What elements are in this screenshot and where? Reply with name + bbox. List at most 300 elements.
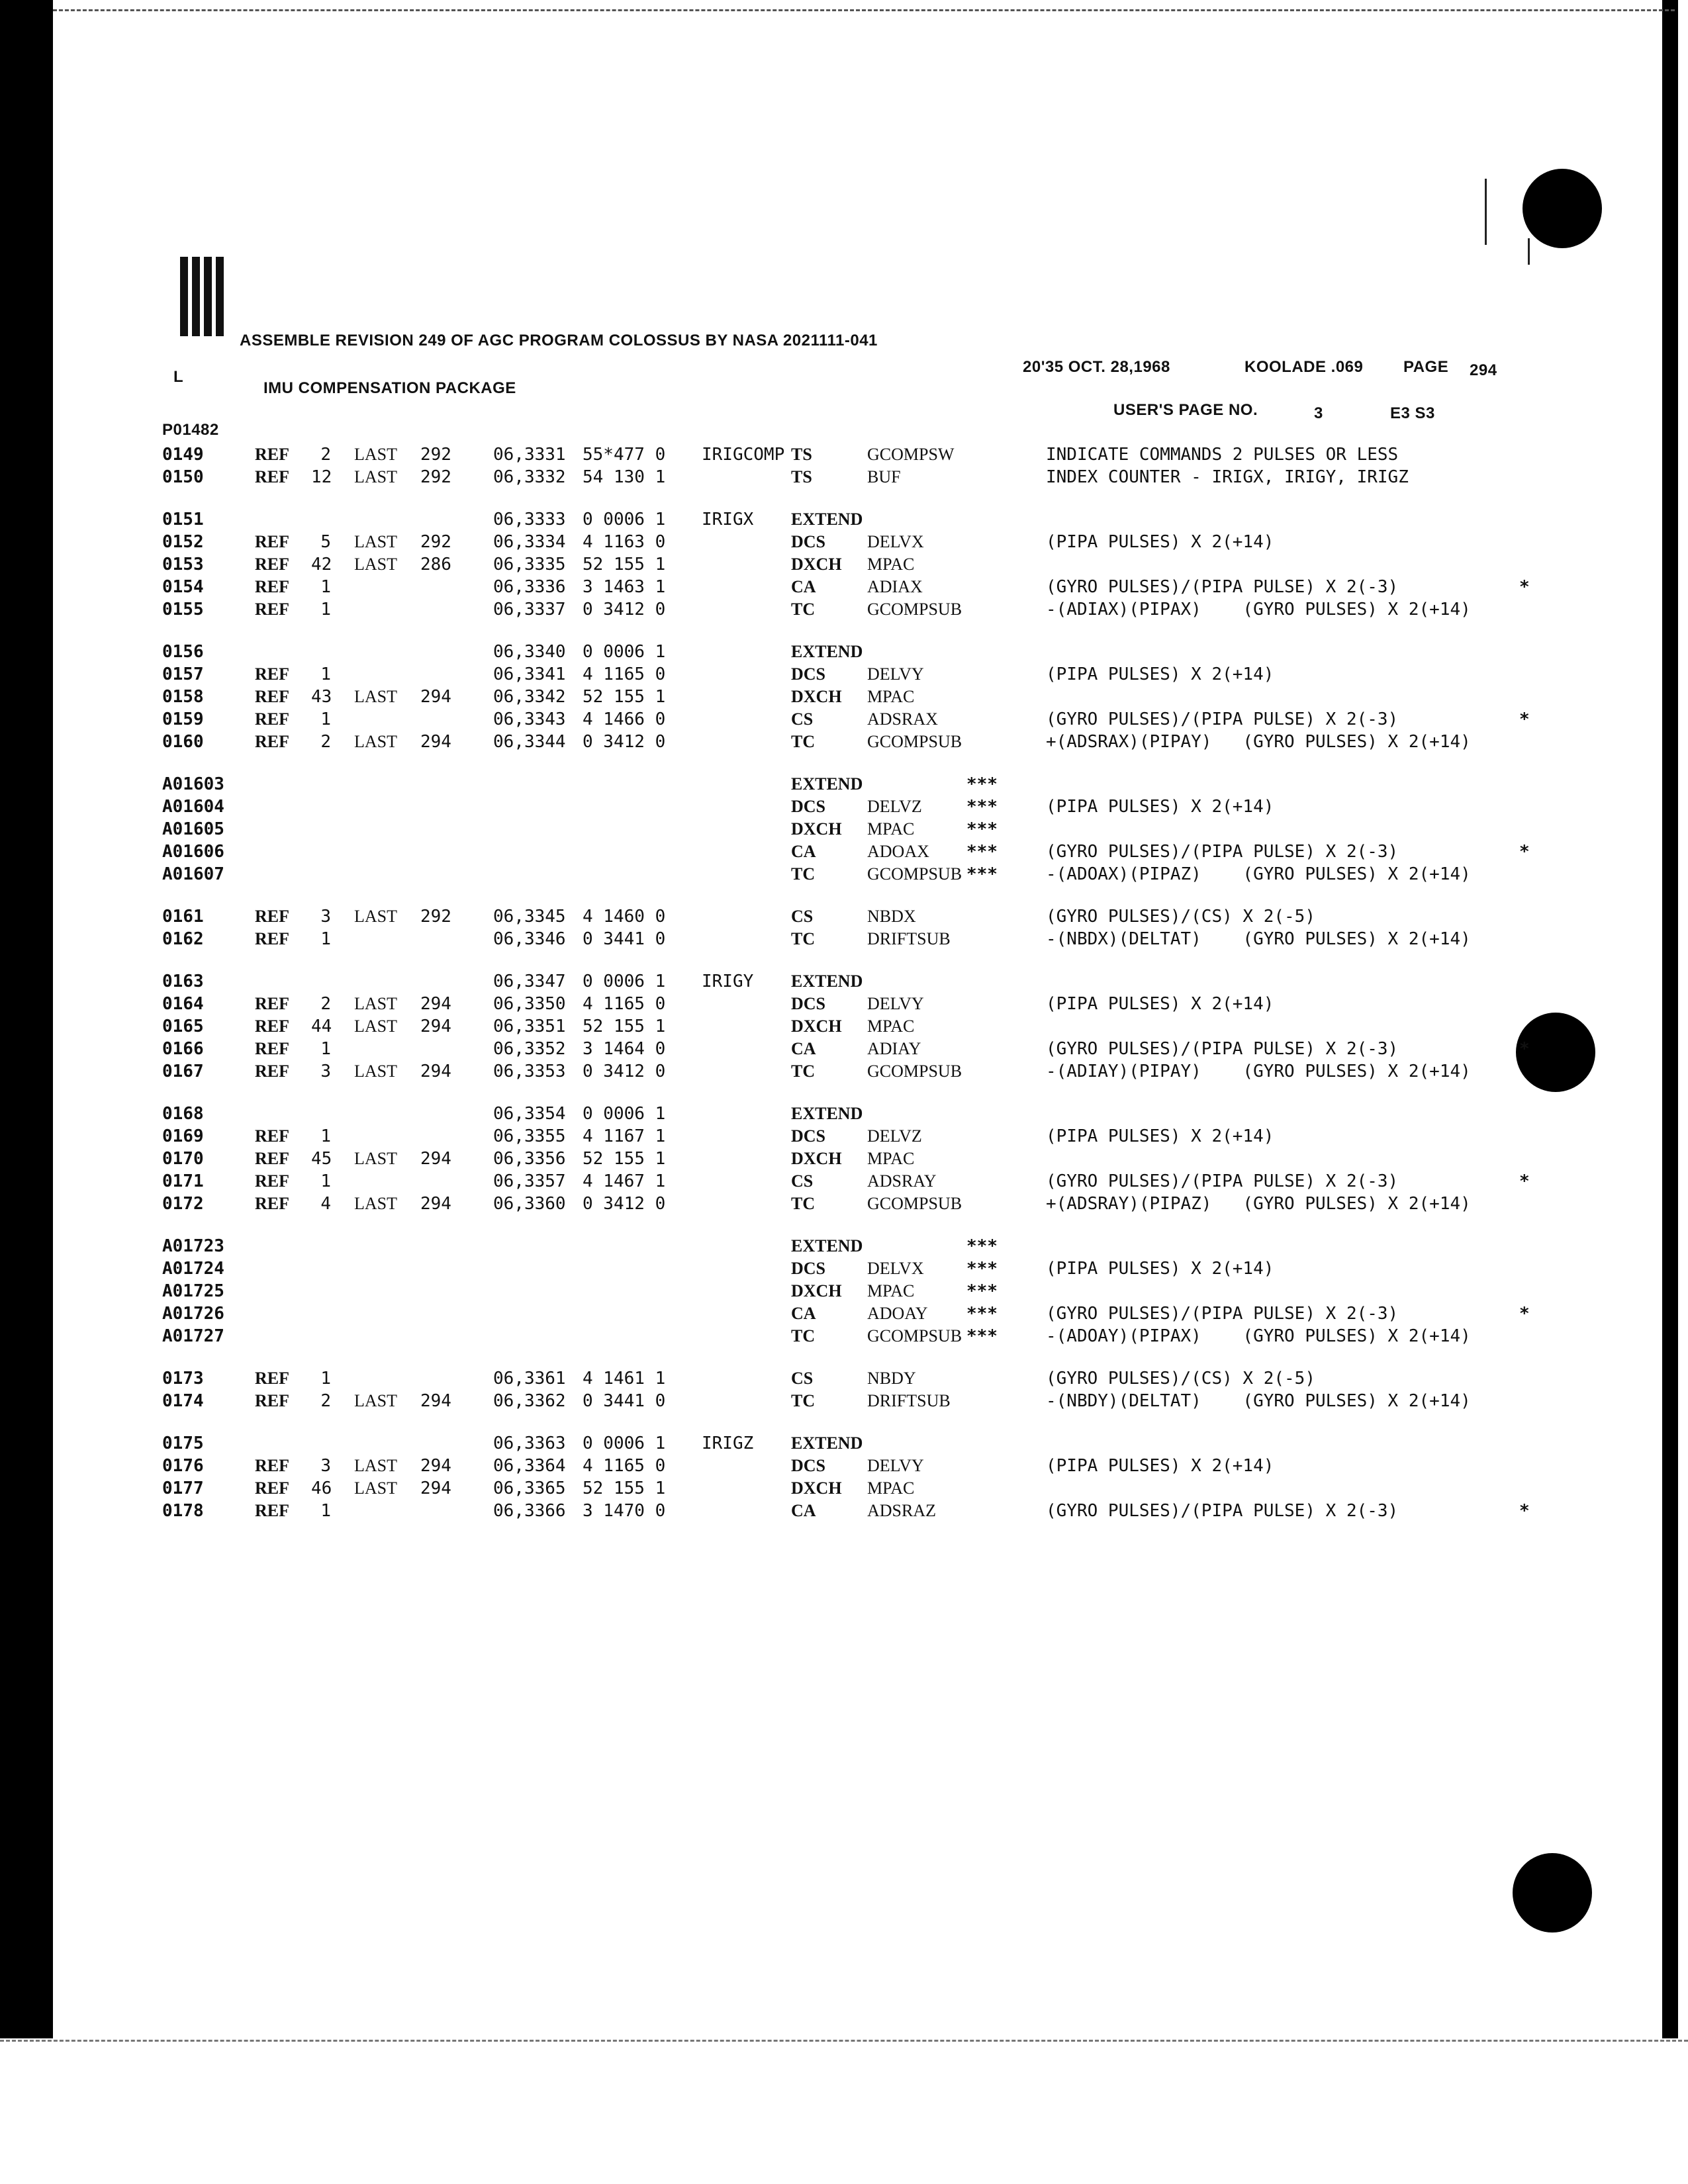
change-marker: *** [966,797,998,817]
line-number: 0156 [162,642,204,662]
ref-count: 12 [311,467,332,487]
octal-code: 0 3412 0 [583,600,666,619]
line-number: 0177 [162,1479,204,1498]
comment: (GYRO PULSES)/(PIPA PULSE) X 2(-3) [1046,1501,1399,1521]
address: 06,3363 [493,1433,566,1453]
octal-code: 4 1167 1 [583,1126,666,1146]
line-number: 0170 [162,1149,204,1169]
last-page: 292 [420,907,451,927]
comment: (GYRO PULSES)/(CS) X 2(-5) [1046,907,1315,927]
octal-code: 52 155 1 [583,1149,666,1169]
address: 06,3351 [493,1017,566,1036]
ref-count: 2 [320,732,331,752]
timestamp: 20'35 OCT. 28,1968 [1023,358,1170,376]
operand: MPAC [867,1281,915,1300]
opcode: EXTEND [791,642,863,661]
opcode: CS [791,709,814,729]
bottom-perforation-rule [0,2040,1688,2042]
opcode: TC [791,600,816,619]
last-flag: LAST [354,1391,397,1410]
ref-flag: REF [255,1017,289,1036]
last-flag: LAST [354,1149,397,1168]
symbol-label: IRIGCOMP [702,445,785,465]
operand: DRIFTSUB [867,929,951,948]
opcode: TC [791,1391,816,1410]
ref-flag: REF [255,1479,289,1498]
octal-code: 0 0006 1 [583,510,666,529]
ref-flag: REF [255,577,289,596]
comment: (PIPA PULSES) X 2(+14) [1046,1456,1274,1476]
scan-left-border [0,0,53,2038]
line-number: 0165 [162,1017,204,1036]
koolade-version: KOOLADE .069 [1244,358,1364,376]
address: 06,3342 [493,687,566,707]
last-page: 294 [420,1194,451,1214]
operand: NBDX [867,907,916,926]
symbol-label: IRIGY [702,972,754,991]
last-flag: LAST [354,994,397,1013]
operand: DELVY [867,994,924,1013]
line-number: 0167 [162,1062,204,1081]
ref-count: 2 [320,445,331,465]
address: 06,3365 [493,1479,566,1498]
address: 06,3344 [493,732,566,752]
octal-code: 4 1163 0 [583,532,666,552]
comment: (PIPA PULSES) X 2(+14) [1046,797,1274,817]
line-number: A01605 [162,819,224,839]
address: 06,3350 [493,994,566,1014]
opcode: DXCH [791,687,842,706]
line-number: A01723 [162,1236,224,1256]
listing-page [53,0,1678,2038]
ref-flag: REF [255,1194,289,1213]
opcode: TS [791,445,812,464]
change-marker: *** [966,1281,998,1301]
line-number: A01607 [162,864,224,884]
line-number: A01603 [162,774,224,794]
ref-flag: REF [255,1062,289,1081]
last-page: 292 [420,467,451,487]
line-number: 0171 [162,1171,204,1191]
ref-flag: REF [255,1501,289,1520]
operand: DRIFTSUB [867,1391,951,1410]
ref-flag: REF [255,532,289,551]
symbol-label: IRIGX [702,510,754,529]
opcode: TC [791,1194,816,1213]
comment: (PIPA PULSES) X 2(+14) [1046,1259,1274,1279]
last-flag: LAST [354,467,397,486]
continuation-mark: * [1519,842,1530,862]
address: 06,3341 [493,664,566,684]
line-number: A01727 [162,1326,224,1346]
opcode: CS [791,1171,814,1191]
octal-code: 55*477 0 [583,445,666,465]
continuation-mark: * [1519,709,1530,729]
octal-code: 4 1460 0 [583,907,666,927]
opcode: EXTEND [791,774,863,794]
last-page: 292 [420,445,451,465]
ref-count: 3 [320,1062,331,1081]
opcode: DXCH [791,1017,842,1036]
ref-count: 5 [320,532,331,552]
change-marker: *** [966,1259,998,1279]
ref-flag: REF [255,994,289,1013]
address: 06,3355 [493,1126,566,1146]
page-label: PAGE [1403,358,1449,376]
ref-count: 2 [320,994,331,1014]
address: 06,3333 [493,510,566,529]
ref-flag: REF [255,467,289,486]
last-flag: LAST [354,445,397,464]
operand: DELVX [867,1259,924,1278]
continuation-mark: * [1519,1039,1530,1059]
ref-count: 4 [320,1194,331,1214]
address: 06,3340 [493,642,566,662]
address: 06,3357 [493,1171,566,1191]
comment: -(ADOAY)(PIPAX) (GYRO PULSES) X 2(+14) [1046,1326,1471,1346]
line-number: 0178 [162,1501,204,1521]
last-flag: LAST [354,907,397,926]
ref-count: 3 [320,907,331,927]
continuation-mark: * [1519,577,1530,597]
operand: GCOMPSUB [867,864,962,884]
octal-code: 0 0006 1 [583,1104,666,1124]
ref-flag: REF [255,555,289,574]
operand: GCOMPSUB [867,1062,962,1081]
opcode: DXCH [791,1149,842,1168]
address: 06,3364 [493,1456,566,1476]
change-marker: *** [966,842,998,862]
operand: DELVZ [867,1126,922,1146]
address: 06,3346 [493,929,566,949]
comment: (PIPA PULSES) X 2(+14) [1046,532,1274,552]
octal-code: 0 3412 0 [583,1062,666,1081]
comment: INDICATE COMMANDS 2 PULSES OR LESS [1046,445,1399,465]
octal-code: 4 1165 0 [583,664,666,684]
last-page: 294 [420,1149,451,1169]
ref-flag: REF [255,1039,289,1058]
last-flag: LAST [354,732,397,751]
line-number: A01725 [162,1281,224,1301]
line-number: 0159 [162,709,204,729]
address: 06,3360 [493,1194,566,1214]
ref-count: 43 [311,687,332,707]
address: 06,3361 [493,1369,566,1388]
opcode: DXCH [791,1479,842,1498]
comment: INDEX COUNTER - IRIGX, IRIGY, IRIGZ [1046,467,1409,487]
ref-flag: REF [255,1391,289,1410]
octal-code: 52 155 1 [583,1017,666,1036]
last-page: 292 [420,532,451,552]
operand: DELVX [867,532,924,551]
operand: ADIAX [867,577,923,596]
operand: MPAC [867,555,915,574]
ref-flag: REF [255,600,289,619]
operand: ADOAX [867,842,929,861]
opcode: CA [791,577,816,596]
operand: ADSRAZ [867,1501,937,1520]
address: 06,3356 [493,1149,566,1169]
change-marker: *** [966,864,998,884]
line-number: 0157 [162,664,204,684]
comment: +(ADSRAY)(PIPAZ) (GYRO PULSES) X 2(+14) [1046,1194,1471,1214]
comment: (GYRO PULSES)/(PIPA PULSE) X 2(-3) [1046,1304,1399,1324]
octal-code: 52 155 1 [583,687,666,707]
last-flag: LAST [354,1456,397,1475]
comment: +(ADSRAX)(PIPAY) (GYRO PULSES) X 2(+14) [1046,732,1471,752]
change-marker: *** [966,1236,998,1256]
line-number: 0173 [162,1369,204,1388]
binder-hole-top [1523,169,1602,248]
operand: DELVY [867,1456,924,1475]
line-number: 0150 [162,467,204,487]
line-number: 0151 [162,510,204,529]
symbol-label: IRIGZ [702,1433,754,1453]
opcode: EXTEND [791,972,863,991]
last-flag: LAST [354,687,397,706]
ref-count: 45 [311,1149,332,1169]
address: 06,3343 [493,709,566,729]
last-flag: LAST [354,1479,397,1498]
last-page: 294 [420,732,451,752]
operand: NBDY [867,1369,916,1388]
opcode: EXTEND [791,1236,863,1255]
address: 06,3347 [493,972,566,991]
ref-flag: REF [255,907,289,926]
operand: ADSRAX [867,709,938,729]
section-title: IMU COMPENSATION PACKAGE [263,379,516,397]
ref-flag: REF [255,709,289,729]
revision-code: E3 S3 [1390,404,1435,422]
ref-count: 1 [320,1039,331,1059]
line-number: 0149 [162,445,204,465]
octal-code: 0 3441 0 [583,929,666,949]
ref-flag: REF [255,1149,289,1168]
comment: -(NBDY)(DELTAT) (GYRO PULSES) X 2(+14) [1046,1391,1471,1411]
operand: GCOMPSUB [867,1326,962,1345]
binder-hole-bottom [1513,1853,1592,1933]
comment: -(NBDX)(DELTAT) (GYRO PULSES) X 2(+14) [1046,929,1471,949]
line-number: 0175 [162,1433,204,1453]
ref-flag: REF [255,687,289,706]
octal-code: 4 1165 0 [583,1456,666,1476]
octal-code: 0 3412 0 [583,1194,666,1214]
ref-flag: REF [255,445,289,464]
change-marker: *** [966,819,998,839]
opcode: DCS [791,1126,826,1146]
operand: MPAC [867,687,915,706]
change-marker: *** [966,1304,998,1324]
address: 06,3345 [493,907,566,927]
opcode: TC [791,1062,816,1081]
ref-count: 44 [311,1017,332,1036]
margin-mark [1528,238,1530,265]
comment: (PIPA PULSES) X 2(+14) [1046,1126,1274,1146]
line-number: 0155 [162,600,204,619]
ref-count: 1 [320,1126,331,1146]
line-number: 0154 [162,577,204,597]
octal-code: 4 1466 0 [583,709,666,729]
opcode: DCS [791,1456,826,1475]
ref-flag: REF [255,664,289,684]
line-number: 0160 [162,732,204,752]
user-page-number: 3 [1314,404,1323,422]
last-page: 294 [420,1479,451,1498]
opcode: EXTEND [791,1104,863,1123]
opcode: EXTEND [791,1433,863,1453]
operand: GCOMPSW [867,445,955,464]
last-page: 294 [420,687,451,707]
opcode: DXCH [791,1281,842,1300]
address: 06,3331 [493,445,566,465]
last-page: 294 [420,994,451,1014]
ref-count: 1 [320,1171,331,1191]
ref-count: 1 [320,600,331,619]
opcode: DCS [791,1259,826,1278]
operand: MPAC [867,1017,915,1036]
address: 06,3337 [493,600,566,619]
opcode: CA [791,1039,816,1058]
operand: GCOMPSUB [867,1194,962,1213]
comment: -(ADIAX)(PIPAX) (GYRO PULSES) X 2(+14) [1046,600,1471,619]
printer-logo [180,250,226,343]
comment: (PIPA PULSES) X 2(+14) [1046,994,1274,1014]
section-prefix: L [173,368,184,386]
operand: BUF [867,467,901,486]
line-number: 0163 [162,972,204,991]
continuation-mark: * [1519,1171,1530,1191]
opcode: CA [791,842,816,861]
operand: GCOMPSUB [867,732,962,751]
octal-code: 52 155 1 [583,1479,666,1498]
continuation-mark: * [1519,1304,1530,1324]
octal-code: 52 155 1 [583,555,666,574]
line-number: 0161 [162,907,204,927]
address: 06,3334 [493,532,566,552]
octal-code: 0 0006 1 [583,642,666,662]
comment: (GYRO PULSES)/(PIPA PULSE) X 2(-3) [1046,1039,1399,1059]
operand: DELVZ [867,797,922,816]
address: 06,3335 [493,555,566,574]
address: 06,3352 [493,1039,566,1059]
top-perforation-rule [53,9,1675,11]
line-number: 0152 [162,532,204,552]
ref-flag: REF [255,732,289,751]
address: 06,3354 [493,1104,566,1124]
opcode: EXTEND [791,510,863,529]
opcode: DCS [791,664,826,684]
opcode: CS [791,907,814,926]
ref-count: 46 [311,1479,332,1498]
last-flag: LAST [354,555,397,574]
opcode: CA [791,1501,816,1520]
octal-code: 3 1464 0 [583,1039,666,1059]
octal-code: 4 1165 0 [583,994,666,1014]
comment: (GYRO PULSES)/(PIPA PULSE) X 2(-3) [1046,1171,1399,1191]
ref-count: 1 [320,929,331,949]
octal-code: 0 3441 0 [583,1391,666,1411]
comment: -(ADIAY)(PIPAY) (GYRO PULSES) X 2(+14) [1046,1062,1471,1081]
line-number: 0169 [162,1126,204,1146]
listing-id: P01482 [162,421,219,439]
ref-count: 2 [320,1391,331,1411]
line-number: 0164 [162,994,204,1014]
last-page: 294 [420,1391,451,1411]
octal-code: 4 1467 1 [583,1171,666,1191]
operand: MPAC [867,1149,915,1168]
line-number: A01606 [162,842,224,862]
opcode: DCS [791,994,826,1013]
ref-count: 1 [320,1501,331,1521]
comment: (GYRO PULSES)/(PIPA PULSE) X 2(-3) [1046,709,1399,729]
address: 06,3362 [493,1391,566,1411]
margin-mark [1485,179,1487,245]
octal-code: 4 1461 1 [583,1369,666,1388]
last-flag: LAST [354,532,397,551]
opcode: CS [791,1369,814,1388]
operand: ADSRAY [867,1171,937,1191]
comment: (GYRO PULSES)/(PIPA PULSE) X 2(-3) [1046,842,1399,862]
opcode: TS [791,467,812,486]
operand: MPAC [867,819,915,839]
change-marker: *** [966,774,998,794]
ref-flag: REF [255,929,289,948]
ref-count: 42 [311,555,332,574]
opcode: DCS [791,797,826,816]
address: 06,3353 [493,1062,566,1081]
operand: MPAC [867,1479,915,1498]
comment: -(ADOAX)(PIPAZ) (GYRO PULSES) X 2(+14) [1046,864,1471,884]
line-number: 0158 [162,687,204,707]
last-flag: LAST [354,1062,397,1081]
address: 06,3332 [493,467,566,487]
line-number: 0174 [162,1391,204,1411]
octal-code: 3 1463 1 [583,577,666,597]
opcode: TC [791,732,816,751]
line-number: 0162 [162,929,204,949]
ref-flag: REF [255,1456,289,1475]
ref-count: 1 [320,577,331,597]
line-number: 0172 [162,1194,204,1214]
ref-flag: REF [255,1369,289,1388]
ref-flag: REF [255,1126,289,1146]
comment: (PIPA PULSES) X 2(+14) [1046,664,1274,684]
line-number: A01724 [162,1259,224,1279]
ref-count: 1 [320,1369,331,1388]
page-title: ASSEMBLE REVISION 249 OF AGC PROGRAM COLOSSUS BY NASA 2021111-041 [240,332,878,349]
last-page: 294 [420,1456,451,1476]
opcode: DXCH [791,819,842,839]
comment: (GYRO PULSES)/(CS) X 2(-5) [1046,1369,1315,1388]
comment: (GYRO PULSES)/(PIPA PULSE) X 2(-3) [1046,577,1399,597]
octal-code: 0 3412 0 [583,732,666,752]
octal-code: 54 130 1 [583,467,666,487]
line-number: A01726 [162,1304,224,1324]
change-marker: *** [966,1326,998,1346]
opcode: DXCH [791,555,842,574]
octal-code: 0 0006 1 [583,1433,666,1453]
operand: DELVY [867,664,924,684]
last-flag: LAST [354,1194,397,1213]
line-number: 0153 [162,555,204,574]
line-number: 0166 [162,1039,204,1059]
operand: ADIAY [867,1039,921,1058]
ref-flag: REF [255,1171,289,1191]
operand: GCOMPSUB [867,600,962,619]
opcode: TC [791,929,816,948]
last-page: 294 [420,1017,451,1036]
line-number: 0176 [162,1456,204,1476]
